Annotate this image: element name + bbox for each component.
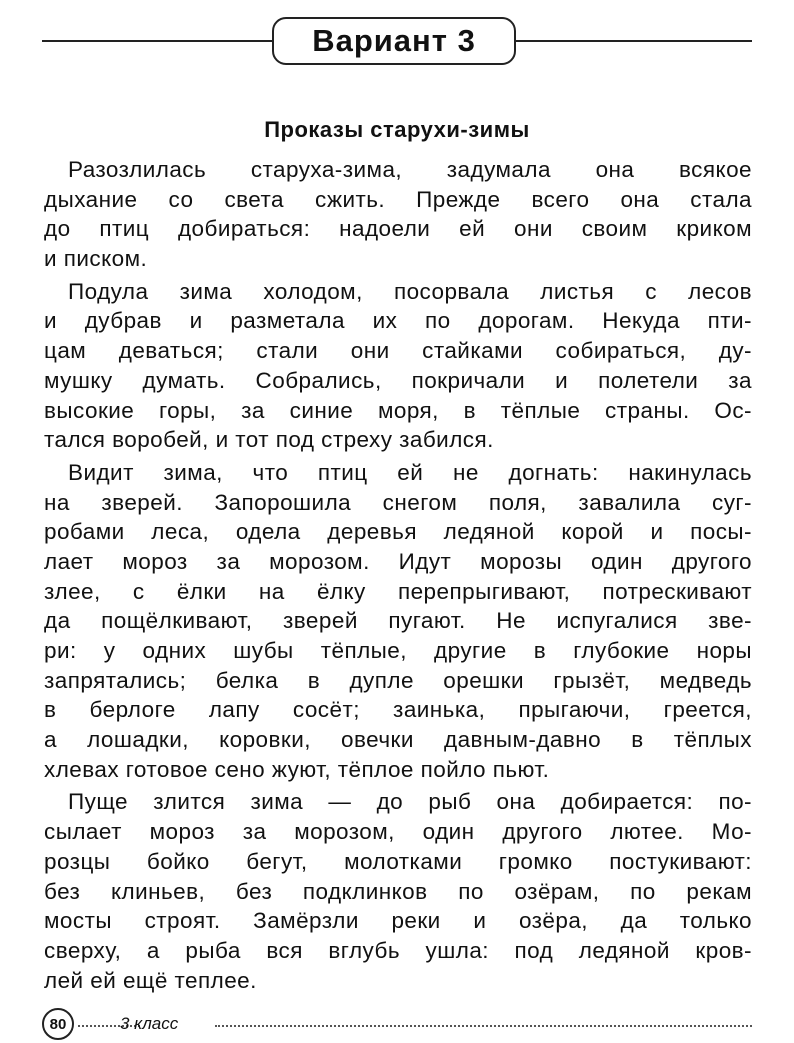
paragraph (44, 155, 752, 274)
text-line: на зверей. Запорошила снегом поля, завалила суг- (44, 489, 752, 515)
text-line: розцы бойко бегут, молотками громко постукивают: (44, 848, 752, 874)
text-line: ри: у одних шубы тёплые, другие в глубокие норы (44, 638, 752, 663)
text-line: лей ей ещё теплее. (44, 967, 257, 993)
text-body (44, 155, 752, 995)
text-line: цам деваться; стали они стайками собираться, ду- (44, 338, 752, 364)
page-footer (40, 1006, 752, 1040)
text-line: хлевах готовое сено жуют, тёплое пойло пьют. (44, 756, 550, 782)
footer-dotted-rule (215, 1025, 752, 1027)
header-rule-left (42, 40, 274, 42)
text-line: мушку думать. Собрались, покричали и полетели за (44, 367, 752, 393)
text-line: Подула зима холодом, посорвала листья с лесов (68, 278, 752, 304)
text-line: до птиц добираться: надоели ей они своим криком (44, 216, 752, 242)
class-label: 3 класс (120, 1014, 179, 1033)
text-line: да пощёлкивают, зверей пугают. Не испугалися зве- (44, 608, 752, 634)
text-line: запрятались; белка в дупле орешки грызёт, медведь (44, 667, 752, 693)
text-line: в берлоге лапу сосёт; заинька, прыгаючи, греется, (44, 697, 752, 723)
text-line: сверху, а рыба вся вглубь ушла: под ледяной кров- (44, 937, 752, 963)
text-title: Проказы старухи-зимы (264, 117, 530, 142)
variant-heading: Вариант 3 (272, 17, 516, 65)
text-line: злее, с ёлки на ёлку перепрыгивают, потрескивают (44, 578, 752, 604)
header-rule-right (514, 40, 752, 42)
text-line: и писком. (44, 246, 148, 272)
text-line: тался воробей, и тот под стреху забился. (44, 427, 494, 453)
paragraph (44, 458, 752, 785)
text-line: и дубрав и разметала их по дорогам. Некуда пти- (44, 308, 752, 334)
text-line: мосты строят. Замёрзли реки и озёра, да только (44, 908, 752, 934)
text-line: Видит зима, что птиц ей не догнать: накинулась (68, 459, 752, 485)
text-line: без клиньев, без подклинков по озёрам, по рекам (44, 878, 752, 904)
text-line: дыхание со света сжить. Прежде всего она стала (44, 186, 752, 212)
page-number: 80 (42, 1008, 74, 1040)
text-line: сылает мороз за морозом, один другого лютее. Мо- (44, 819, 752, 845)
text-line: лает мороз за морозом. Идут морозы один другого (44, 548, 752, 574)
text-line: а лошадки, коровки, овечки давным-давно в тёплых (44, 727, 752, 753)
paragraph (44, 787, 752, 995)
text-line: робами леса, одела деревья ледяной корой и посы- (44, 519, 752, 545)
text-line: Разозлилась старуха-зима, задумала она всякое (68, 157, 752, 182)
paragraph (44, 277, 752, 455)
text-line: высокие горы, за синие моря, в тёплые страны. Ос- (44, 397, 752, 423)
text-line: Пуще злится зима — до рыб она добирается: по- (68, 789, 752, 815)
